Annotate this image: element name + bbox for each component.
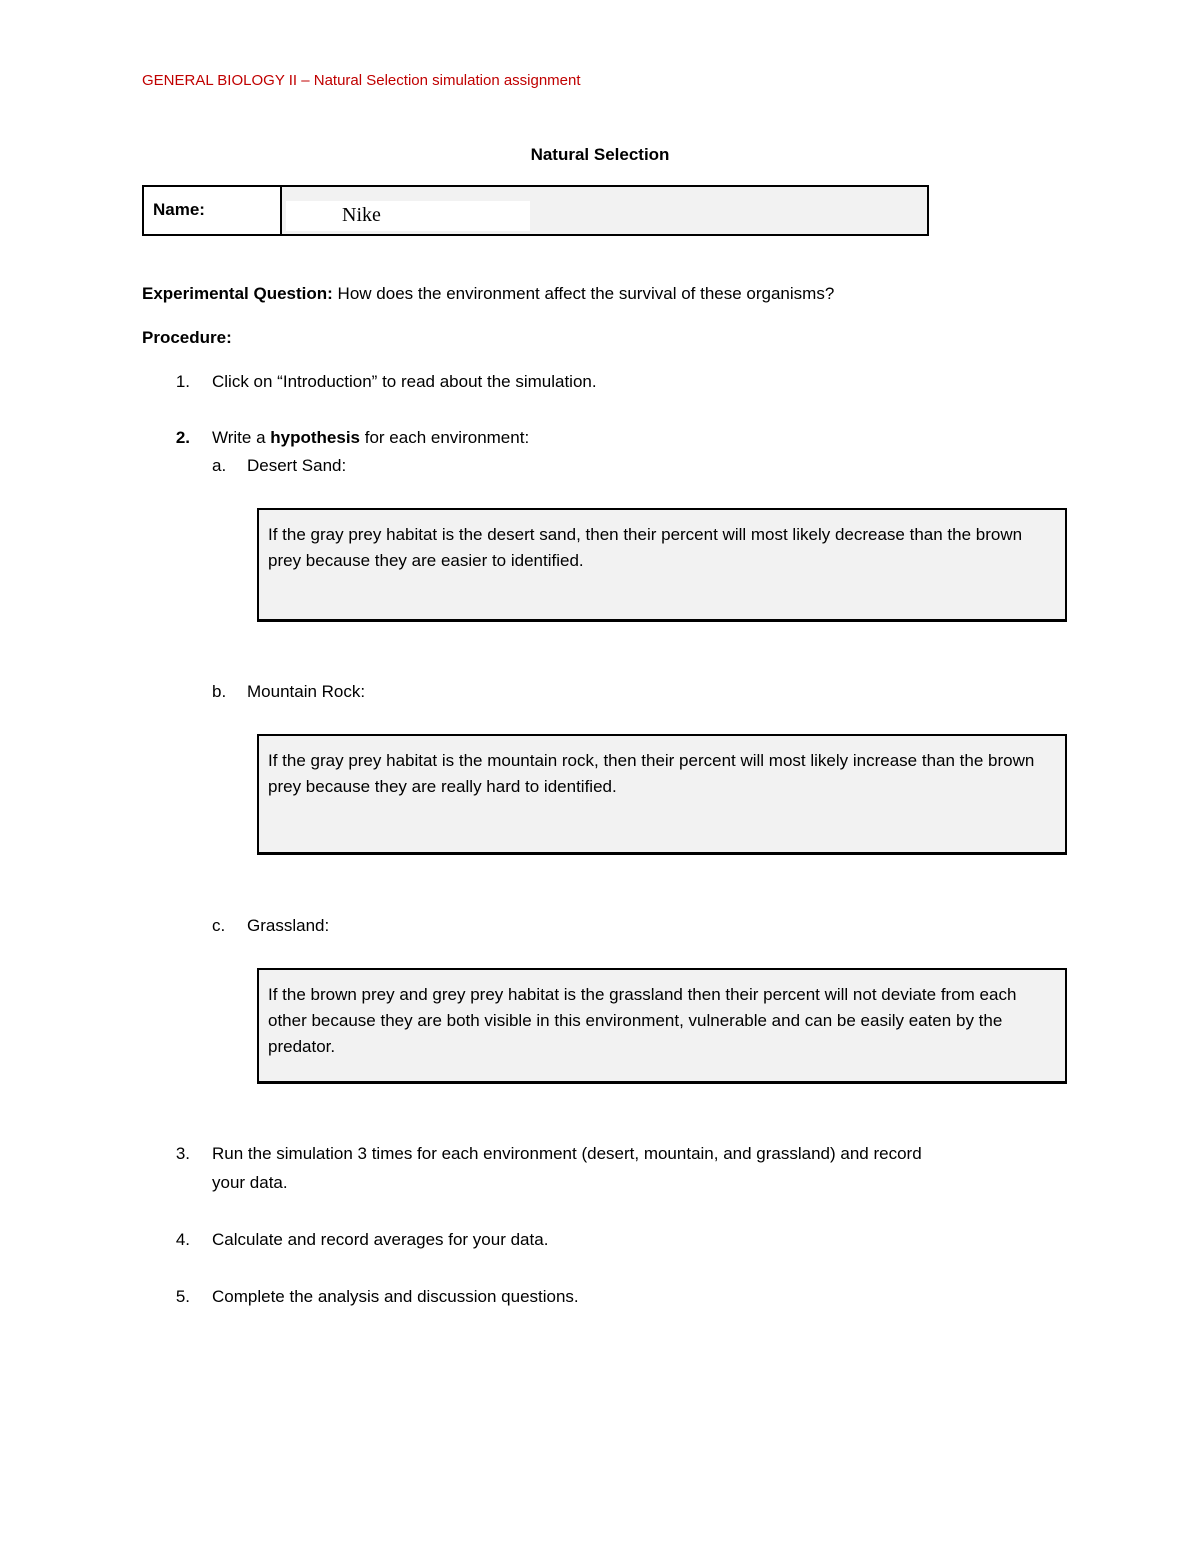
sub-letter-b: b. [212,682,227,701]
step-2-bold: hypothesis [270,428,361,447]
desert-sand-answer[interactable]: If the gray prey habitat is the desert sand, then their percent will most likely decrease than the brown prey because they are easier to identified. [257,508,1067,622]
sub-letter-c: c. [212,916,226,935]
step-number: 4. [175,1230,190,1249]
step-2-text [212,425,529,451]
step-3-line-1: Run the simulation 3 times for each environment (desert, mountain, and grassland) and record [212,1144,922,1163]
page-title: Natural Selection [530,145,670,164]
step-2-pre: Write a [212,428,271,447]
document-header: GENERAL BIOLOGY II – Natural Selection simulation assignment [142,72,581,89]
grassland-label: Grassland: [247,916,330,935]
step-2-post: for each environment: [360,428,530,447]
mountain-rock-label: Mountain Rock: [247,682,366,701]
mountain-rock-answer[interactable]: If the gray prey habitat is the mountain rock, then their percent will most likely increase than the brown prey because they are really hard to identified. [257,734,1067,855]
step-4-text: Calculate and record averages for your data. [212,1230,549,1249]
experimental-question-text: How does the environment affect the survival of these organisms? [332,284,835,303]
step-3-line-2: your data. [212,1173,288,1192]
step-5-text: Complete the analysis and discussion questions. [212,1287,579,1306]
step-number: 5. [175,1287,190,1306]
name-table [142,185,929,236]
experimental-question-label: Experimental Question: [142,284,333,303]
name-label: Name: [144,187,282,234]
step-number: 3. [175,1144,190,1163]
grassland-answer[interactable]: If the brown prey and grey prey habitat is the grassland then their percent will not deviate from each other because they are both visible in this environment, vulnerable and can be easily eaten by the predator. [257,968,1067,1084]
step-number: 1. [175,372,190,391]
sub-letter-a: a. [212,456,227,475]
step-number: 2. [175,428,190,447]
desert-sand-label: Desert Sand: [247,456,347,475]
experimental-question [142,281,834,307]
procedure-label: Procedure: [142,328,232,347]
step-1-text: Click on “Introduction” to read about the simulation. [212,372,597,391]
name-field[interactable]: Nike [286,201,530,231]
